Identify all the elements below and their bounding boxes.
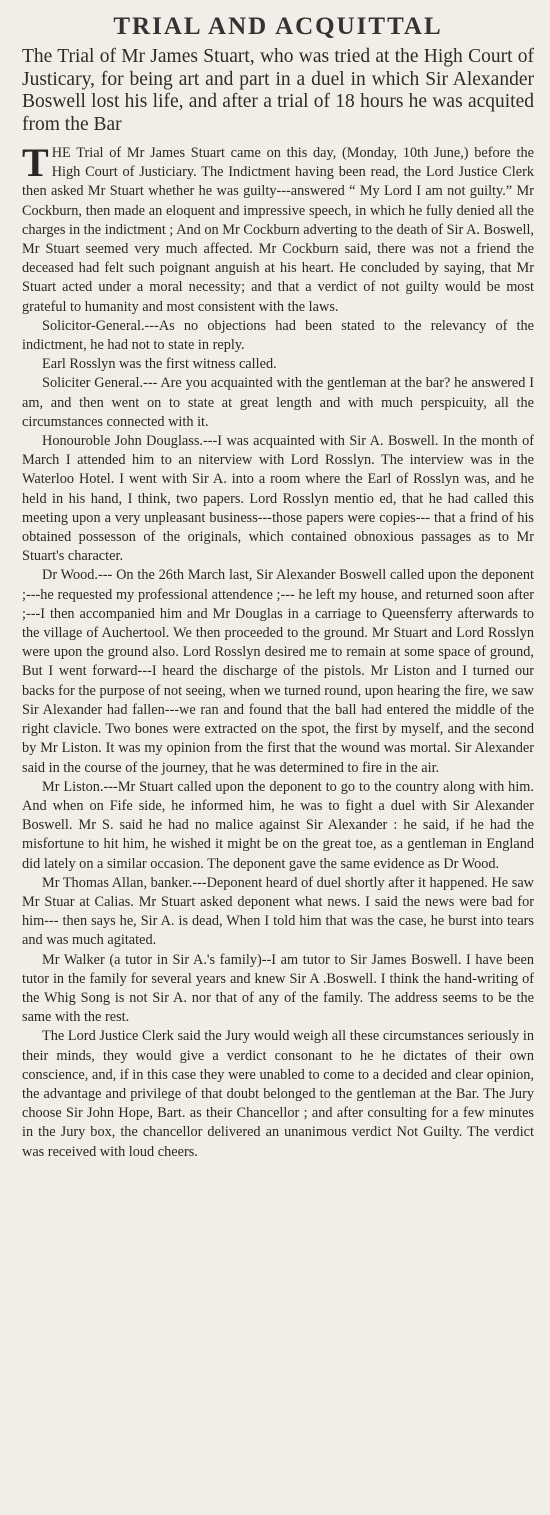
paragraph-mr-liston: Mr Liston.---Mr Stuart called upon the deponent to go to the country along with him. And when on Fife side, he informed him, he was to fight a duel with Sir Alexander Boswell. Mr S. said he had no malice against Sir Alexander : he said, if he had the misfortune to hit him, he wished it might be on the great toe, as a gentleman in England did lately on a similar occasion. The deponent gave the same evidence as Dr Wood.: [22, 778, 534, 872]
paragraph-mr-walker: Mr Walker (a tutor in Sir A.'s family)--I am tutor to Sir James Boswell. I have been tutor in the family for several years and knew Sir A .Boswell. I think the hand-writing of the Whig Song is not Sir A. nor that of any of the family. The address seems to be the same with the rest.: [22, 951, 534, 1026]
paragraph-thomas-allan: Mr Thomas Allan, banker.---Deponent heard of duel shortly after it happened. He saw Mr Stuar at Calias. Mr Stuart asked deponent what news. I said the news were bad for him--- then says he, Sir A. is dead, When I told him that was the case, he burst into tears and was much agitated.: [22, 874, 534, 949]
paragraph-dr-wood: Dr Wood.--- On the 26th March last, Sir Alexander Boswell called upon the deponent ;---he requested my professional attendence ;--- he left my house, and returned soon after ;---I then accompanied him and Mr Douglas in a carriage to Queensferry afterwards to the village of Auchertool. We then proceeded to the ground. Mr Stuart and Lord Rosslyn were upon the ground also. Lord Rosslyn desired me to remain at some space of ground, But I went forward---I heard the discharge of the pistols. Mr Liston and I turned our backs for the purpose of not seeing, when we turned round, upon hearing the fire, we saw Sir Alexander had fallen---we ran and found that the ball had entered the middle of the right clavicle. Two bones were extracted on the spot, the first by myself, and the second by Mr Liston. It was my opinion from the first that the wound was mortal. Sir Alexander said in the course of the journey, that he was determined to fire in the air.: [22, 567, 534, 776]
paragraph-solicitor-general: Solicitor-General.---As no objections had been stated to the relevancy of the indictment, he had not to state in reply.: [22, 317, 534, 354]
drop-cap: T: [22, 140, 49, 185]
paragraph-soliciter-general: Soliciter General.--- Are you acquainted with the gentleman at the bar? he answered I am, and then went on to state at great length and with much perspicuity, all the circumstances connected with it.: [22, 375, 534, 430]
paragraph-john-douglass: Honouroble John Douglass.---I was acquainted with Sir A. Boswell. In the month of March I attended him to an niterview with Lord Rosslyn. The interview was in the Waterloo Hotel. I went with Sir A. into a room where the Earl of Rosslyn was, and he held in his hand, I think, two papers. Lord Rosslyn mentio ed, that he had called this meeting upon a very unpleasant business---those papers were copies--- that a frind of his obtained possesson of the originals, which contained obnoxious passages as to Mr Stuart's character.: [22, 433, 534, 565]
paragraph-opening: [22, 140, 534, 317]
headline: The Trial of Mr James Stuart, who was tried at the High Court of Justicary, for being art and part in a duel in which Sir Alexander Boswell lost his life, and after a trial of 18 hours he was acquited from the Bar: [22, 46, 534, 135]
page-title: TRIAL AND ACQUITTAL: [113, 13, 443, 40]
article-body: [22, 140, 534, 1162]
paragraph-text: HE Trial of Mr James Stuart came on this day, (Monday, 10th June,) before the High Court of Justiciary. The Indictment having been read, the Lord Justice Clerk then asked Mr Stuart whether he was guilty---answered “ My Lord I am not guilty.” Mr Cockburn, then made an eloquent and impressive speech, in which he fully denied all the charges in the indictment ; And on Mr Cockburn adverting to the death of Sir A. Boswell, Mr Stuart seemed very much affected. Mr Cockburn said, there was not a friend the deceased had felt such poignant anguish at his heart. He concluded by saying, that Mr Stuart acted under a moral necessity; and that a verdict of not guilty would be most grateful to humanity and most consistent with the laws.: [22, 145, 534, 315]
paragraph-earl-rosslyn: Earl Rosslyn was the first witness called.: [42, 356, 277, 373]
paragraph-verdict: The Lord Justice Clerk said the Jury would weigh all these circumstances seriously in their minds, they would give a verdict consonant to he he dictates of their own conscience, and, if in this case they were unabled to come to a decided and clear opinion, the advantage and privilege of that doubt belonged to the gentleman at the Bar. The Jury choose Sir John Hope, Bart. as their Chancellor ; and after consulting for a few minutes in the Jury box, the chancellor delivered an unanimous verdict Not Guilty. The verdict was received with loud cheers.: [22, 1028, 534, 1160]
